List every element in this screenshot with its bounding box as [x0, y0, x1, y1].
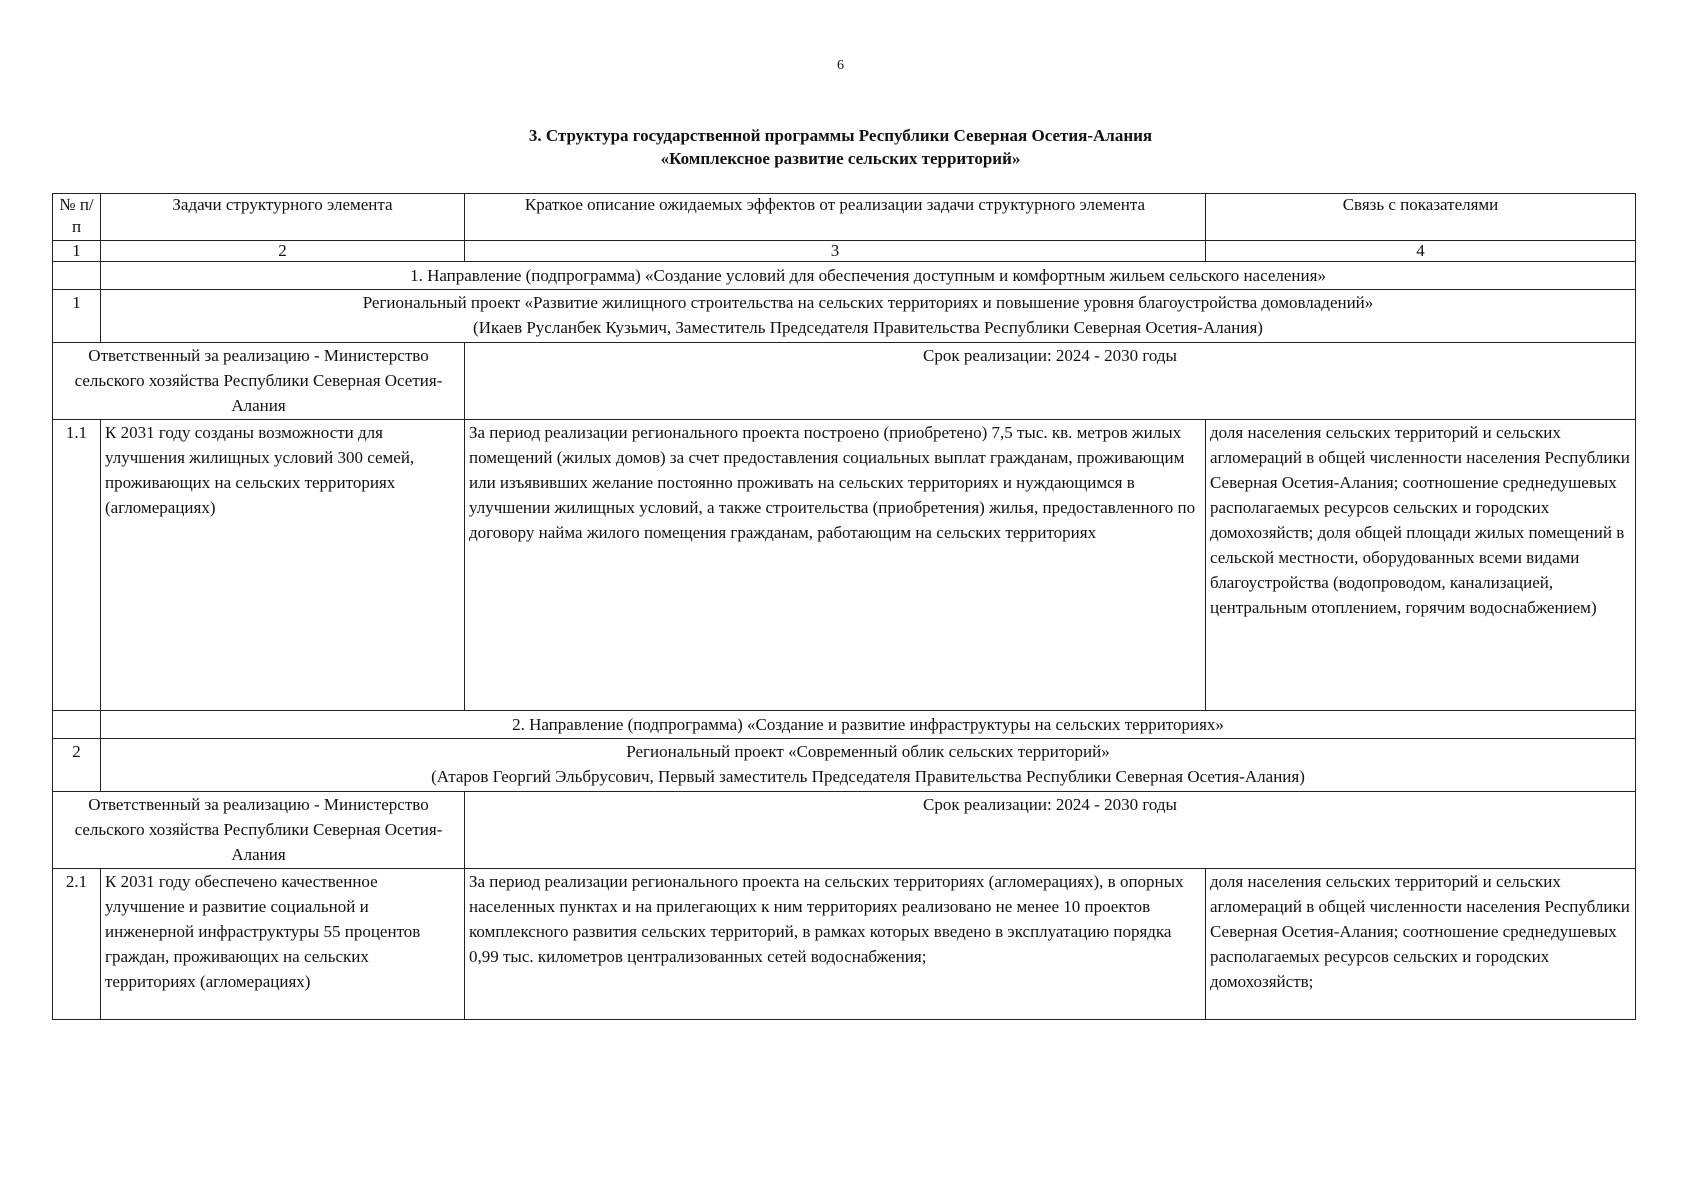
description-cell: За период реализации регионального проекта построено (приобретено) 7,5 тыс. кв. метров жилых помещений (жилых домов) за счет предоставления социальных выплат гражданам, проживающим или изъявивших желание постоянно проживать на сельских территориях и нуждающимся в улучшении жилищных условий, а также строительства (приобретения) жилья, предоставленного по договору найма жилого помещения гражданам, работающим на сельских территориях — [465, 420, 1206, 711]
project-number: 1 — [53, 290, 101, 343]
task-cell: К 2031 году обеспечено качественное улучшение и развитие социальной и инженерной инфраструктуры 55 процентов граждан, проживающих на сельских территориях (агломерациях) — [101, 869, 465, 1020]
column-number: 3 — [465, 241, 1206, 262]
project-row — [53, 739, 1636, 792]
project-name: Региональный проект «Развитие жилищного строительства на сельских территориях и повышение уровня благоустройства домовладений» — [362, 293, 1374, 312]
document-title-line-1: 3. Структура государственной программы Республики Северная Осетия-Алания — [528, 126, 1153, 145]
table-row — [53, 420, 1636, 711]
header-description: Краткое описание ожидаемых эффектов от реализации задачи структурного элемента — [465, 194, 1206, 241]
row-number: 1.1 — [53, 420, 101, 711]
responsible-row — [53, 343, 1636, 420]
term-text: Срок реализации: 2024 - 2030 годы — [465, 792, 1636, 869]
column-number: 4 — [1206, 241, 1636, 262]
document-title-line-2: «Комплексное развитие сельских территорий» — [660, 149, 1021, 168]
project-title — [101, 739, 1636, 792]
page-number: 6 — [837, 58, 844, 73]
table-row — [53, 869, 1636, 1020]
program-structure-table — [52, 193, 1636, 1020]
direction-title: 2. Направление (подпрограмма) «Создание и развитие инфраструктуры на сельских территориях» — [101, 711, 1636, 739]
table-header-row — [53, 194, 1636, 241]
header-num: № п/п — [53, 194, 101, 241]
responsible-text: Ответственный за реализацию - Министерство сельского хозяйства Республики Северная Осетия-Алания — [53, 792, 465, 869]
indicators-cell: доля населения сельских территорий и сельских агломераций в общей численности населения Республики Северная Осетия-Алания; соотношение среднедушевых располагаемых ресурсов сельских и городских домохозяйств; — [1206, 869, 1636, 1020]
header-tasks: Задачи структурного элемента — [101, 194, 465, 241]
responsible-text: Ответственный за реализацию - Министерство сельского хозяйства Республики Северная Осетия-Алания — [53, 343, 465, 420]
direction-title: 1. Направление (подпрограмма) «Создание условий для обеспечения доступным и комфортным жильем сельского населения» — [101, 262, 1636, 290]
row-number: 2.1 — [53, 869, 101, 1020]
description-cell: За период реализации регионального проекта на сельских территориях (агломерациях), в опорных населенных пунктах и на прилегающих к ним территориях реализовано не менее 10 проектов комплексного развития сельских территорий, в рамках которых введено в эксплуатацию порядка 0,99 тыс. километров централизованных сетей водоснабжения; — [465, 869, 1206, 1020]
column-numbers-row — [53, 241, 1636, 262]
header-indicators: Связь с показателями — [1206, 194, 1636, 241]
project-name: Региональный проект «Современный облик сельских территорий» — [626, 742, 1110, 761]
project-number: 2 — [53, 739, 101, 792]
project-curator: (Атаров Георгий Эльбрусович, Первый заместитель Председателя Правительства Республики Северная Осетия-Алания) — [431, 767, 1305, 786]
project-title — [101, 290, 1636, 343]
column-number: 1 — [53, 241, 101, 262]
indicators-cell: доля населения сельских территорий и сельских агломераций в общей численности населения Республики Северная Осетия-Алания; соотношение среднедушевых располагаемых ресурсов сельских и городских домохозяйств; доля общей площади жилых помещений в сельской местности, оборудованных всеми видами благоустройства (водопроводом, канализацией, центральным отоплением, горячим водоснабжением) — [1206, 420, 1636, 711]
task-cell: К 2031 году созданы возможности для улучшения жилищных условий 300 семей, проживающих на сельских территориях (агломерациях) — [101, 420, 465, 711]
column-number: 2 — [101, 241, 465, 262]
direction-row — [53, 262, 1636, 290]
term-text: Срок реализации: 2024 - 2030 годы — [465, 343, 1636, 420]
project-curator: (Икаев Русланбек Кузьмич, Заместитель Председателя Правительства Республики Северная Осетия-Алания) — [473, 318, 1263, 337]
document-title — [0, 124, 1681, 170]
direction-row — [53, 711, 1636, 739]
responsible-row — [53, 792, 1636, 869]
project-row — [53, 290, 1636, 343]
